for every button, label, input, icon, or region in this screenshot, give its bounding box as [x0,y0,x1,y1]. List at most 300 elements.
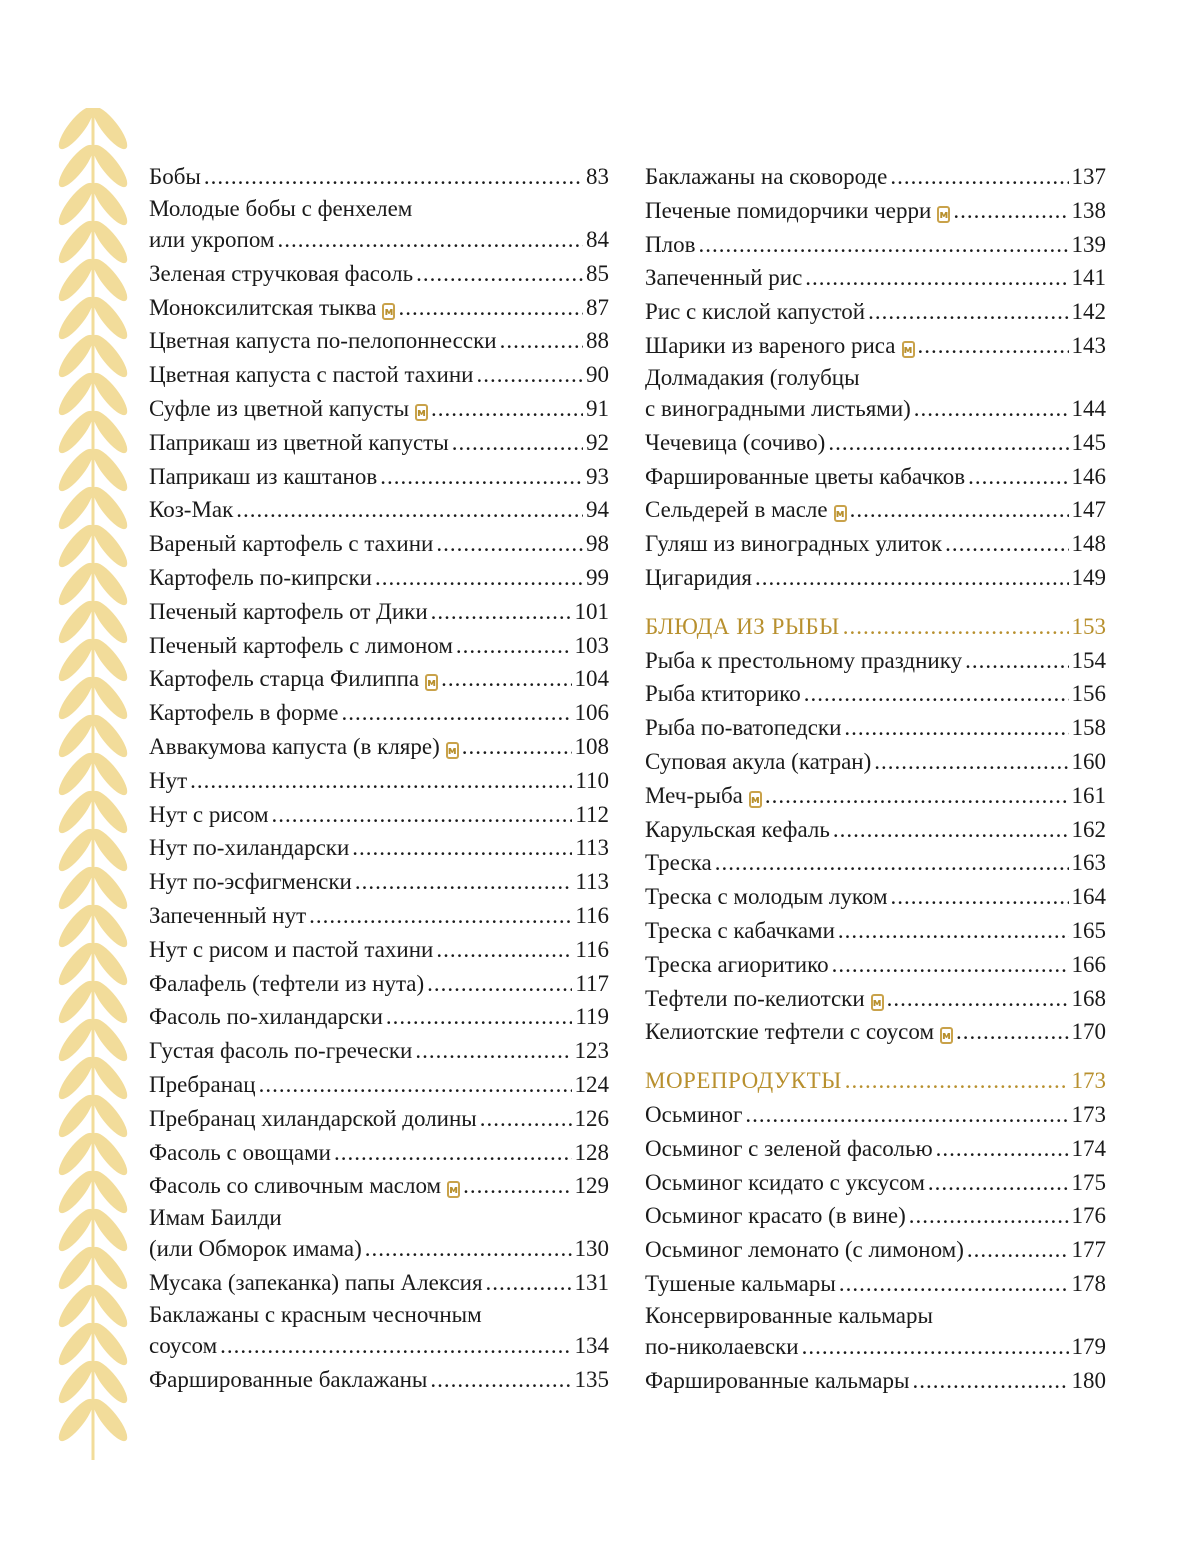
toc-entry[interactable] [645,1364,1106,1398]
toc-entry[interactable] [149,595,609,629]
toc-section-heading[interactable] [645,1064,1106,1098]
toc-entry-title: Печеный картофель с лимоном [149,632,453,658]
dot-leader [874,745,1068,779]
toc-entry[interactable] [149,392,609,426]
toc-entry-title: Келиотские тефтели с соусом [645,1019,934,1045]
toc-entry[interactable] [149,831,609,865]
toc-page-number: 119 [575,1004,609,1030]
dot-leader [375,561,583,595]
toc-entry-title: Меч-рыба [645,782,743,808]
toc-page-number: 113 [575,835,609,861]
toc-entry[interactable] [645,880,1106,914]
toc-entry-title: Фаршированные баклажаны [149,1366,428,1392]
toc-entry-title: Плов [645,231,696,257]
toc-page-number: 141 [1071,265,1106,291]
toc-page-number: 173 [1071,1068,1106,1094]
toc-entry-last-line [645,1330,1106,1364]
toc-page-number: 138 [1071,197,1106,223]
toc-page-number: 176 [1071,1203,1106,1229]
dot-leader [755,561,1069,595]
toc-entry-title: Гуляш из виноградных улиток [645,531,943,557]
toc-page-number: 170 [1071,1019,1106,1045]
dot-leader [431,595,572,629]
dot-leader [341,696,571,730]
toc-page-number: 164 [1071,884,1106,910]
toc-page-number: 90 [586,362,609,388]
toc-page-number: 162 [1071,816,1106,842]
toc-page-number: 116 [575,902,609,928]
toc-entry-title: соусом [149,1332,218,1358]
toc-entry[interactable] [645,561,1106,595]
toc-entry-title: Рыба по-ватопедски [645,715,842,741]
dot-leader [431,392,583,426]
toc-entry[interactable] [149,527,609,561]
toc-entry[interactable] [149,1363,609,1397]
toc-page-number: 98 [586,531,609,557]
toc-entry[interactable] [149,1102,609,1136]
toc-page-number: 165 [1071,917,1106,943]
dot-leader [804,677,1069,711]
dot-leader [833,813,1069,847]
monastery-mark-icon: м [903,342,913,356]
dot-leader [365,1232,572,1266]
toc-entry[interactable] [645,1267,1106,1301]
toc-page-number: 131 [574,1270,609,1296]
toc-entry-title: Фасоль с овощами [149,1139,331,1165]
toc-entry-title: Фасоль со сливочным маслом [149,1173,442,1199]
toc-entry[interactable] [149,460,609,494]
toc-entry-title: Бобы [149,164,201,189]
dot-leader [415,1034,571,1068]
toc-page-number: 99 [586,564,609,590]
toc-entry-title: Рыба к престольному празднику [645,647,963,673]
toc-entry[interactable] [645,261,1106,295]
toc-entry-last-line [645,392,1106,426]
toc-page-number: 156 [1071,681,1106,707]
toc-page-number: 110 [575,767,609,793]
toc-page-number: 117 [575,970,609,996]
toc-entry-title-line1: Долмадакия (голубцы [645,364,860,390]
dot-leader [912,1364,1068,1398]
toc-page-number: 134 [574,1332,609,1358]
monastery-mark-icon: м [872,995,882,1009]
toc-entry[interactable] [645,779,1106,813]
toc-page-number: 149 [1071,564,1106,590]
monastery-mark-icon: м [447,743,457,757]
toc-entry[interactable] [645,1199,1106,1233]
toc-entry[interactable] [645,295,1106,329]
toc-entry-title: Пребранац [149,1071,256,1097]
toc-entry-title: Картофель по-кипрски [149,564,372,590]
dot-leader [918,329,1069,363]
toc-entry[interactable] [645,1301,1106,1364]
toc-entry[interactable] [149,1136,609,1170]
dot-leader [220,1329,571,1363]
toc-page-number: 126 [574,1105,609,1131]
dot-leader [843,610,1069,644]
dot-leader [334,1136,572,1170]
toc-entry-title: Фаршированные цветы кабачков [645,463,966,489]
toc-entry-title: Пребранац хиландарской долины [149,1105,477,1131]
monastery-mark-icon: м [384,304,394,318]
toc-entry-title: Осьминог [645,1101,743,1127]
toc-entry-title: Мусака (запеканка) папы Алексия [149,1270,483,1296]
toc-entry-title: Цветная капуста с пастой тахини [149,362,474,388]
toc-entry-title: Густая фасоль по-гречески [149,1038,413,1064]
dot-leader [480,1102,572,1136]
toc-entry[interactable] [149,730,609,764]
toc-entry[interactable] [149,967,609,1001]
toc-entry-title: Сельдерей в масле [645,497,828,523]
dot-leader [850,493,1069,527]
dot-leader [398,291,583,325]
dot-leader [698,228,1068,262]
dot-leader [486,1266,572,1300]
toc-page-number: 146 [1071,463,1106,489]
toc-page-number: 153 [1071,613,1106,639]
toc-entry-title: с виноградными листьями) [645,395,911,421]
toc-entry[interactable] [645,644,1106,678]
toc-entry[interactable] [149,194,609,257]
dot-leader [272,798,573,832]
toc-entry[interactable] [149,561,609,595]
dot-leader [953,194,1068,228]
toc-entry-title: Суповая акула (катран) [645,748,872,774]
toc-entry-title: Печеные помидорчики черри [645,197,932,223]
toc-page-number: 103 [574,632,609,658]
dot-leader [965,644,1068,678]
dot-leader [839,1267,1069,1301]
toc-entry[interactable] [645,329,1106,363]
toc-entry[interactable] [645,1233,1106,1267]
toc-entry-title: Нут по-хиландарски [149,835,350,861]
dot-leader [828,426,1068,460]
toc-page-number: 144 [1071,395,1106,421]
toc-entry-title-line1: Молодые бобы с фенхелем [149,195,413,221]
toc-entry[interactable] [149,662,609,696]
toc-entry[interactable] [645,160,1106,194]
toc-page-number: 161 [1071,782,1106,808]
toc-page-number: 112 [575,801,609,827]
toc-entry-title: Фасоль по-хиландарски [149,1004,383,1030]
toc-page-number: 128 [574,1139,609,1165]
dot-leader [436,527,583,561]
toc-entry-title: Фаршированные кальмары [645,1367,910,1393]
toc-page-number: 92 [586,429,609,455]
toc-entry[interactable] [645,527,1106,561]
toc-entry[interactable] [149,291,609,325]
toc-page-number: 106 [574,700,609,726]
toc-page-number: 135 [574,1366,609,1392]
toc-entry-title-line1: Баклажаны с красным чесночным [149,1301,482,1327]
toc-entry[interactable] [645,363,1106,426]
toc-section-heading[interactable] [645,610,1106,644]
dot-leader [945,527,1068,561]
toc-entry-title: Паприкаш из каштанов [149,463,378,489]
dot-leader [967,1233,1069,1267]
toc-entry[interactable] [645,745,1106,779]
dot-leader [891,880,1069,914]
dot-leader [956,1015,1069,1049]
toc-page-number: 175 [1071,1169,1106,1195]
monastery-mark-icon: м [939,207,949,221]
dot-leader [463,1169,571,1203]
monastery-mark-icon: м [417,405,427,419]
toc-entry-title: Аввакумова капуста (в кляре) [149,733,440,759]
toc-page-number: 180 [1071,1367,1106,1393]
toc-entry[interactable] [149,358,609,392]
toc-entry[interactable] [149,933,609,967]
toc-page-number: 91 [586,395,609,421]
dot-leader [844,711,1068,745]
toc-page-number: 139 [1071,231,1106,257]
toc-entry[interactable] [645,1098,1106,1132]
toc-entry[interactable] [149,764,609,798]
toc-page-number: 130 [574,1236,609,1262]
toc-page-number: 93 [586,463,609,489]
monastery-mark-icon: м [449,1183,459,1197]
monastery-mark-icon: м [942,1029,951,1043]
toc-entry-title: или укропом [149,226,275,252]
toc-page-number: 158 [1071,715,1106,741]
dot-leader [765,779,1069,813]
toc-entry-title: Рис с кислой капустой [645,299,866,325]
dot-leader [427,967,572,1001]
toc-page-number: 177 [1071,1237,1106,1263]
toc-page-number: 166 [1071,951,1106,977]
toc-entry-title: (или Обморок имама) [149,1236,362,1262]
toc-entry[interactable] [645,460,1106,494]
toc-entry[interactable] [645,1132,1106,1166]
toc-entry-title-line1: Консервированные кальмары [645,1302,933,1328]
toc-entry[interactable] [149,1034,609,1068]
toc-page-number: 137 [1071,164,1106,189]
toc-entry-title: Осьминог с зеленой фасолью [645,1135,933,1161]
toc-entry-title: Нут по-эсфигменски [149,869,352,895]
toc-entry[interactable] [645,711,1106,745]
toc-page-number: 143 [1071,332,1106,358]
toc-page-number: 113 [575,869,609,895]
dot-leader [309,899,572,933]
toc-entry-last-line [149,1232,609,1266]
dot-leader [277,223,583,257]
dot-leader [868,295,1068,329]
toc-entry-title: Вареный картофель с тахини [149,531,434,557]
toc-entry-title: Шарики из вареного риса [645,332,896,358]
toc-entry-title: Треска с кабачками [645,917,835,943]
toc-entry-title: Карульская кефаль [645,816,830,842]
toc-entry[interactable] [149,1000,609,1034]
dot-leader [500,324,583,358]
toc-entry[interactable] [149,257,609,291]
toc-entry-title: Чечевица (сочиво) [645,429,826,455]
toc-entry[interactable] [645,1166,1106,1200]
toc-page-number: 123 [574,1038,609,1064]
dot-leader [914,392,1069,426]
toc-entry-title: Запеченный рис [645,265,803,291]
toc-entry-title: БЛЮДА ИЗ РЫБЫ [645,613,840,639]
dot-leader [352,831,572,865]
toc-entry-last-line [149,223,609,257]
dot-leader [456,629,572,663]
toc-entry-multiline [149,1203,609,1266]
dot-leader [355,865,572,899]
toc-page-number: 163 [1071,850,1106,876]
toc-page-number: 87 [586,294,609,320]
monastery-mark-icon: м [427,676,437,690]
toc-page-number: 84 [586,226,609,252]
dot-leader [928,1166,1069,1200]
toc-page-number: 148 [1071,531,1106,557]
toc-entry-title: Цигаридия [645,564,752,590]
toc-entry[interactable] [645,914,1106,948]
dot-leader [190,764,572,798]
toc-entry[interactable] [645,948,1106,982]
toc-entry[interactable] [149,629,609,663]
toc-entry-title: Нут с рисом и пастой тахини [149,936,434,962]
toc-entry[interactable] [149,160,609,194]
toc-entry-title: Треска агиоритико [645,951,829,977]
toc-entry[interactable] [645,228,1106,262]
toc-entry[interactable] [645,194,1106,228]
toc-page-number: 88 [586,328,609,354]
toc-entry-title: Треска с молодым луком [645,884,888,910]
dot-leader [380,460,583,494]
dot-leader [715,846,1069,880]
toc-entry[interactable] [149,798,609,832]
toc-entry-title: МОРЕПРОДУКТЫ [645,1068,842,1094]
toc-entry[interactable] [149,493,609,527]
toc-entry-multiline [645,1301,1106,1364]
toc-page-number: 173 [1071,1101,1106,1127]
toc-entry-title: Картофель старца Филиппа [149,666,420,692]
toc-entry[interactable] [645,846,1106,880]
toc-entry[interactable] [149,1169,609,1203]
toc-page-number: 160 [1071,748,1106,774]
toc-entry-title: Запеченный нут [149,902,307,928]
dot-leader [909,1199,1069,1233]
toc-page-number: 94 [586,497,609,523]
toc-entry-title: Осьминог лемонато (с лимоном) [645,1237,964,1263]
toc-page-number: 104 [574,666,609,692]
toc-entry-title-line1: Имам Баилди [149,1205,282,1231]
dot-leader [462,730,572,764]
toc-page-number: 101 [574,598,609,624]
toc-entry[interactable] [149,1266,609,1300]
toc-page-number: 108 [574,733,609,759]
dot-leader [204,160,583,194]
toc-entry-title: Моноксилитская тыква [149,294,377,320]
dot-leader [236,493,583,527]
toc-entry[interactable] [149,1068,609,1102]
toc-column-left [149,160,609,1397]
dot-leader [887,982,1069,1016]
toc-page-number: 178 [1071,1270,1106,1296]
dot-leader [416,257,583,291]
toc-entry-multiline [149,194,609,257]
dot-leader [838,914,1069,948]
toc-entry-title: Тушеные кальмары [645,1270,836,1296]
monastery-mark-icon: м [750,792,760,806]
toc-page-number: 116 [575,936,609,962]
toc-entry[interactable] [645,677,1106,711]
toc-entry-multiline [149,1300,609,1363]
dot-leader [441,662,571,696]
monastery-mark-icon: м [835,507,845,521]
toc-entry[interactable] [149,1300,609,1363]
toc-page-number: 179 [1071,1333,1106,1359]
toc-page-number: 129 [574,1173,609,1199]
toc-entry[interactable] [645,982,1106,1016]
dot-leader [430,1363,571,1397]
wheat-ornament-icon [58,108,128,1460]
toc-entry-title: по-николаевски [645,1333,799,1359]
toc-entry-title: Треска [645,850,712,876]
dot-leader [259,1068,572,1102]
dot-leader [890,160,1068,194]
dot-leader [386,1000,572,1034]
toc-entry[interactable] [149,1203,609,1266]
toc-entry[interactable] [149,426,609,460]
toc-entry-title: Паприкаш из цветной капусты [149,429,449,455]
toc-entry[interactable] [645,1015,1106,1049]
toc-page-number: 85 [586,260,609,286]
dot-leader [805,261,1068,295]
toc-entry-title: Цветная капуста по-пелопоннесски [149,328,497,354]
toc-entry[interactable] [645,813,1106,847]
toc-entry-title: Коз-Мак [149,497,234,523]
toc-entry-title: Нут с рисом [149,801,269,827]
toc-entry[interactable] [149,324,609,358]
toc-page-number: 168 [1071,985,1106,1011]
dot-leader [845,1064,1069,1098]
dot-leader [802,1330,1069,1364]
toc-entry-title: Печеный картофель от Дики [149,598,428,624]
toc-entry-title: Осьминог ксидато с уксусом [645,1169,925,1195]
toc-page-number: 83 [586,164,609,189]
dot-leader [968,460,1068,494]
toc-entry-title: Суфле из цветной капусты [149,395,410,421]
dot-leader [476,358,583,392]
toc-entry[interactable] [645,493,1106,527]
toc-page-number: 154 [1071,647,1106,673]
toc-entry[interactable] [645,426,1106,460]
toc-page-number: 145 [1071,429,1106,455]
toc-entry-last-line [149,1329,609,1363]
toc-entry-title: Рыба ктиторико [645,681,801,707]
dot-leader [832,948,1069,982]
toc-entry-title: Картофель в форме [149,700,339,726]
dot-leader [452,426,583,460]
toc-page-number: 142 [1071,299,1106,325]
toc-page-number: 147 [1071,497,1106,523]
toc-page-number: 174 [1071,1135,1106,1161]
dot-leader [936,1132,1069,1166]
dot-leader [436,933,572,967]
toc-entry[interactable] [149,865,609,899]
toc-column-right [645,160,1106,1398]
toc-entry-multiline [645,363,1106,426]
toc-entry-title: Зеленая стручковая фасоль [149,260,414,286]
toc-entry[interactable] [149,899,609,933]
toc-entry-title: Баклажаны на сковороде [645,164,888,189]
toc-entry[interactable] [149,696,609,730]
dot-leader [745,1098,1068,1132]
toc-page-number: 124 [574,1071,609,1097]
toc-entry-title: Тефтели по-келиотски [645,985,865,1011]
toc-entry-title: Осьминог красато (в вине) [645,1203,906,1229]
toc-entry-title: Нут [149,767,188,793]
